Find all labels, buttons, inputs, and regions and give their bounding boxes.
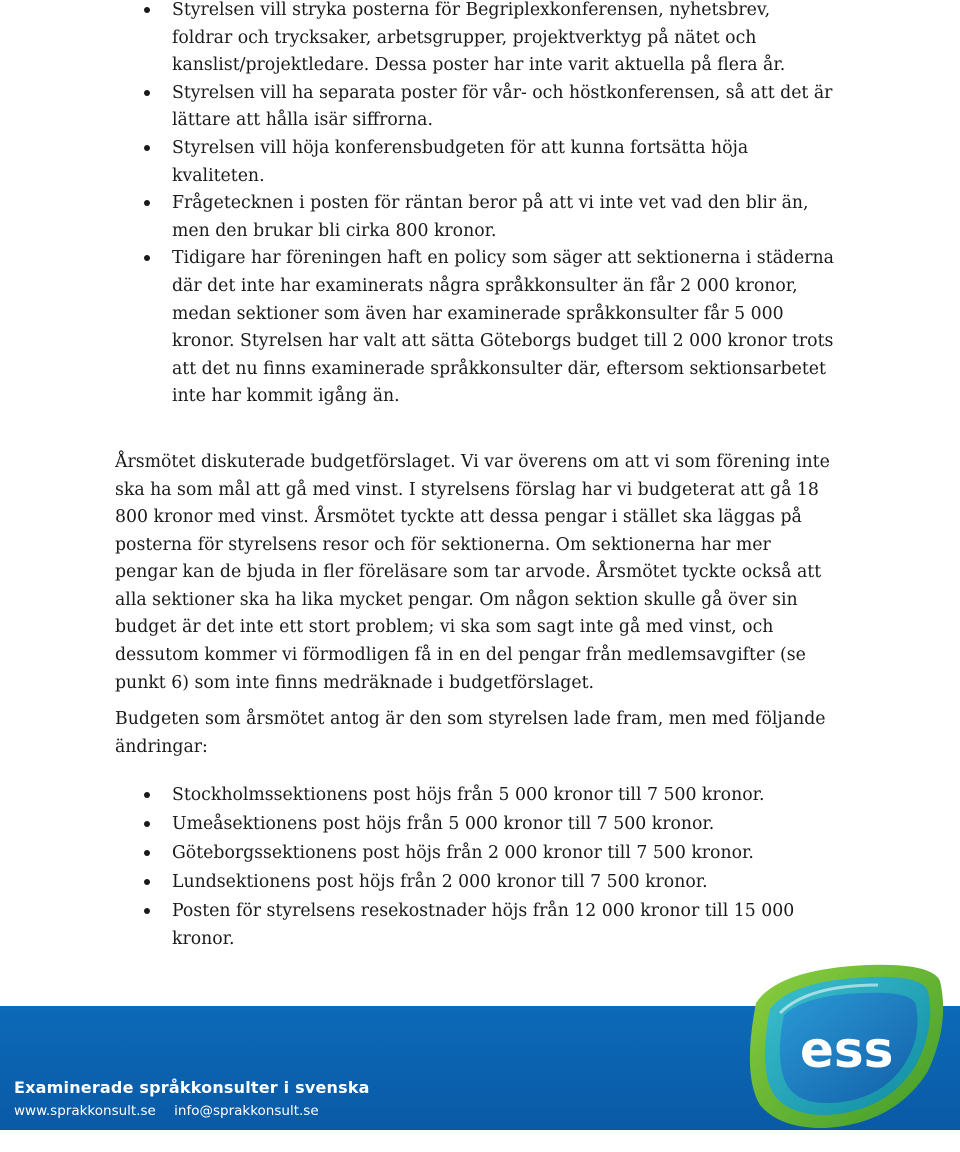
bullet-icon: [144, 145, 150, 151]
website-link[interactable]: www.sprakkonsult.se: [14, 1103, 156, 1119]
list-item-text: Göteborgssektionens post höjs från 2 000 kronor till 7 500 kronor.: [172, 843, 754, 864]
list-item: [115, 0, 835, 80]
list-item: [115, 898, 835, 953]
bullet-icon: [144, 792, 150, 798]
bullet-icon: [144, 7, 150, 13]
bullet-icon: [144, 821, 150, 827]
list-item: [115, 840, 835, 868]
policy-bullet-list: [115, 0, 835, 411]
bullet-icon: [144, 90, 150, 96]
bullet-icon: [144, 850, 150, 856]
list-item-text: Styrelsen vill ha separata poster för vår- och höstkonferensen, så att det är lättare att hålla isär siffrorna.: [172, 82, 833, 131]
organization-name: Examinerade språkkonsulter i svenska: [14, 1078, 370, 1097]
list-item-text: Posten för styrelsens resekostnader höjs från 12 000 kronor till 15 000 kronor.: [172, 901, 795, 949]
list-item: [115, 190, 835, 245]
bullet-icon: [144, 879, 150, 885]
footer-contact: [14, 1103, 319, 1119]
ess-logo: [718, 963, 960, 1133]
list-item-text: Frågetecknen i posten för räntan beror på att vi inte vet vad den blir än, men den brukar bli cirka 800 kronor.: [172, 193, 809, 241]
list-item-text: Tidigare har föreningen haft en policy som säger att sektionerna i städerna där det inte har examinerats några språkkonsulter än får 2 000 kronor, medan sektioner som även har examinerade språkkonsulter får 5 000 kronor. Styrelsen har valt att sätta Göteborgs budget till 2 000 kronor trots att det nu finns examinerade språkkonsulter där, eftersom sektionsarbetet inte har kommit igång än.: [172, 248, 834, 407]
list-item-text: Styrelsen vill stryka posterna för Begriplexkonferensen, nyhetsbrev, foldrar och trycksaker, arbetsgrupper, projektverktyg på nätet och kanslist/projektledare. Dessa poster har inte varit aktuella på flera år.: [172, 0, 786, 76]
list-item-text: Styrelsen vill höja konferensbudgeten för att kunna fortsätta höja kvaliteten.: [172, 137, 749, 186]
list-item: [115, 80, 835, 135]
list-item: [115, 869, 835, 897]
bullet-icon: [144, 255, 150, 261]
document-body: [115, 0, 835, 955]
list-item: [115, 135, 835, 190]
logo-text: ess: [800, 1021, 894, 1079]
list-item-text: Stockholmssektionens post höjs från 5 000 kronor till 7 500 kronor.: [172, 785, 765, 806]
budget-changes-list: [115, 782, 835, 953]
changes-intro-paragraph: Budgeten som årsmötet antog är den som styrelsen lade fram, men med följande ändringar:: [115, 709, 826, 757]
discussion-paragraph: Årsmötet diskuterade budgetförslaget. Vi var överens om att vi som förening inte ska ha som mål att gå med vinst. I styrelsens förslag har vi budgeterat att gå 18 800 kronor med vinst. Årsmötet tyckte att dessa pengar i stället ska läggas på posterna för styrelsens resor och för sektionerna. Om sektionerna har mer pengar kan de bjuda in fler föreläsare som tar arvode. Årsmötet tyckte också att alla sektioner ska ha lika mycket pengar. Om någon sektion skulle gå över sin budget är det inte ett stort problem; vi ska som sagt inte gå med vinst, och dessutom kommer vi förmodligen få in en del pengar från medlemsavgifter (se punkt 6) som inte finns medräknade i budgetförslaget.: [115, 451, 830, 693]
email-link[interactable]: info@sprakkonsult.se: [174, 1103, 319, 1119]
bullet-icon: [144, 200, 150, 206]
bullet-icon: [144, 908, 150, 914]
list-item: [115, 782, 835, 810]
list-item-text: Lundsektionens post höjs från 2 000 kronor till 7 500 kronor.: [172, 872, 708, 893]
list-item: [115, 245, 835, 411]
list-item: [115, 811, 835, 839]
list-item-text: Umeåsektionens post höjs från 5 000 kronor till 7 500 kronor.: [172, 814, 715, 835]
